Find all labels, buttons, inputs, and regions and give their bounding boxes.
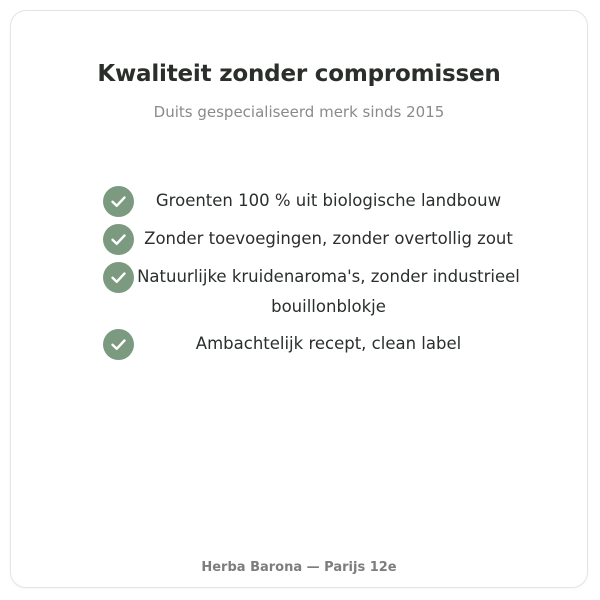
card-title: Kwaliteit zonder compromissen	[97, 61, 501, 87]
footer-brand: Herba Barona — Parijs 12e	[201, 560, 397, 575]
quality-card	[10, 10, 588, 588]
check-circle-icon	[103, 329, 134, 360]
feature-text: Natuurlijke kruidenaroma's, zonder industrieel bouillonblokje	[137, 267, 520, 316]
feature-text: Groenten 100 % uit biologische landbouw	[155, 191, 502, 210]
feature-text: Ambachtelijk recept, clean label	[195, 334, 462, 353]
card-subtitle: Duits gespecialiseerd merk sinds 2015	[153, 103, 445, 121]
feature-item	[103, 185, 523, 217]
check-circle-icon	[103, 224, 134, 255]
feature-list	[103, 185, 523, 366]
check-circle-icon	[103, 262, 134, 293]
feature-item	[103, 328, 523, 360]
feature-text: Zonder toevoegingen, zonder overtollig zout	[144, 229, 513, 248]
feature-item	[103, 261, 523, 322]
check-circle-icon	[103, 186, 134, 217]
feature-item	[103, 223, 523, 255]
